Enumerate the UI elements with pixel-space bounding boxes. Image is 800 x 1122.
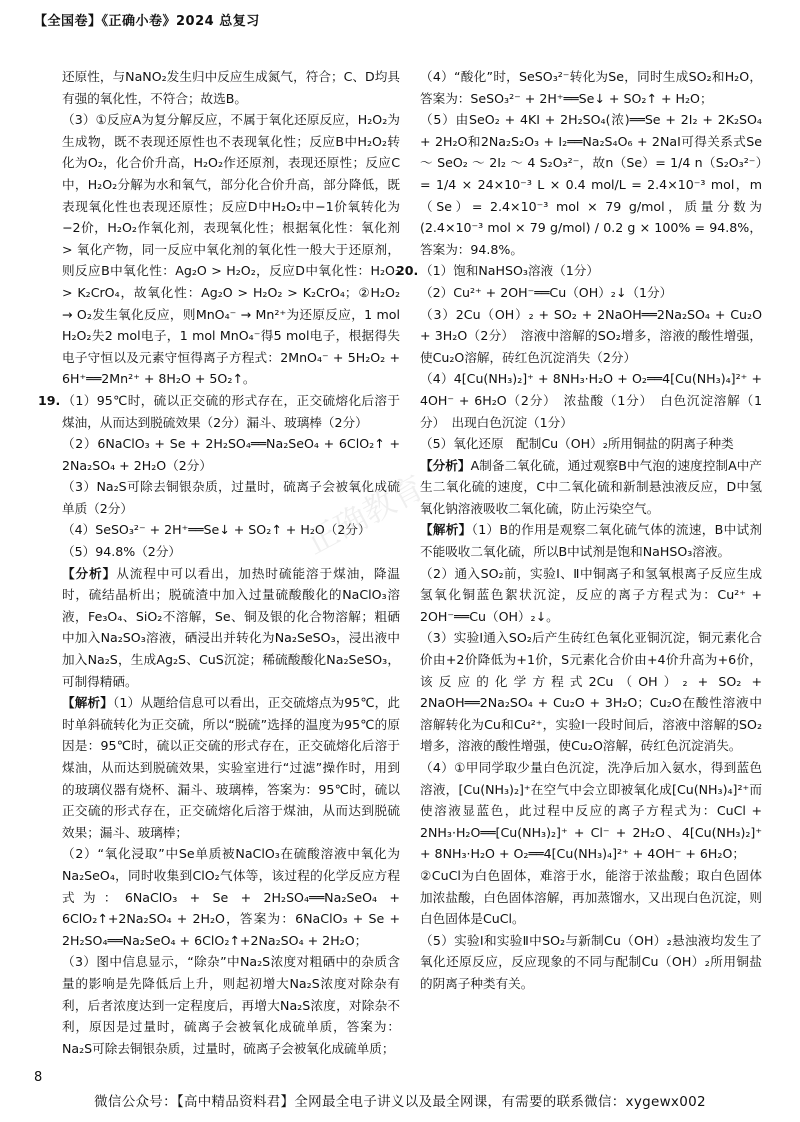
paragraph-text: （3）Na₂S可除去铜银杂质，过量时，硫离子会被氧化成硫单质（2分） (62, 479, 400, 516)
paragraph (38, 390, 400, 433)
paragraph (62, 433, 400, 476)
section-label: 【解析】 (420, 522, 472, 538)
paragraph (420, 519, 762, 562)
paragraph-text: （2）6NaClO₃ + Se + 2H₂SO₄══Na₂SeO₄ + 6ClO₂↑ + 2Na₂SO₄ + 2H₂O（2分） (62, 436, 400, 473)
paragraph (420, 282, 762, 304)
paragraph (420, 865, 762, 930)
paragraph (420, 66, 762, 109)
page-header: 【全国卷】《正确小卷》2024 总复习 (34, 14, 260, 29)
paragraph (420, 455, 762, 520)
paragraph (420, 109, 762, 260)
paragraph (420, 368, 762, 433)
paragraph-text: （3）图中信息显示，“除杂”中Na₂S浓度对粗硒中的杂质含量的影响是先降低后上升，则起初增大Na₂S浓度对除杂有利，后者浓度达到一定程度后，再增大Na₂S浓度，对除杂不利，原因是过量时，硫离子会被氧化成硫单质，答案为：Na₂S可除去铜银杂质，过量时，硫离子会被氧化成硫单质； (62, 954, 400, 1056)
paragraph-text: （3）实验Ⅰ通入SO₂后产生砖红色氧化亚铜沉淀，铜元素化合价由+2价降低为+1价，S元素化合价由+4价升高为+6价，该反应的化学方程式2Cu（OH）₂ + SO₂ + 2NaOH══2Na₂SO₄ + Cu₂O + 3H₂O；Cu₂O在酸性溶液中溶解转化为Cu和Cu²⁺，实验Ⅰ一段时间后，溶液中溶解的SO₂增多，溶液的酸性增强，使Cu₂O溶解，砖红色沉淀消失。 (420, 630, 762, 754)
paragraph-text: 还原性，与NaNO₂发生归中反应生成氮气，符合；C、D均具有强的氧化性，不符合；故选B。 (62, 69, 400, 106)
paragraph (62, 109, 400, 390)
paragraph-text: （2）通入SO₂前，实验Ⅰ、Ⅱ中铜离子和氢氧根离子反应生成氢氧化铜蓝色絮状沉淀，反应的离子方程式为：Cu²⁺ + 2OH⁻══Cu（OH）₂↓。 (420, 565, 762, 624)
paragraph (62, 476, 400, 519)
paragraph-text: （5）氧化还原 配制Cu（OH）₂所用铜盐的阴离子种类 (420, 436, 734, 452)
paragraph-text: ②CuCl为白色固体，难溶于水，能溶于浓盐酸；取白色固体加浓盐酸，白色固体溶解，再加蒸馏水，又出现白色沉淀，则白色固体是CuCl。 (420, 867, 762, 927)
section-label: 【解析】 (62, 695, 113, 711)
paragraph (420, 627, 762, 757)
footer-notice: 微信公众号：【高中精品资料君】全网最全电子讲义以及最全网课，有需要的联系微信：xygewx002 (94, 1094, 706, 1110)
paragraph (62, 519, 400, 541)
question-number: 20. (396, 263, 419, 279)
paragraph-text: （3）2Cu（OH）₂ + SO₂ + 2NaOH══2Na₂SO₄ + Cu₂O + 3H₂O（2分） 溶液中溶解的SO₂增多，溶液的酸性增强，使Cu₂O溶解，砖红色沉淀消失（2分） (420, 306, 762, 365)
paragraph (420, 563, 762, 628)
paragraph (62, 692, 400, 843)
paragraph (396, 260, 762, 282)
section-label: 【分析】 (420, 457, 471, 473)
paragraph-text: （4）4[Cu(NH₃)₂]⁺ + 8NH₃·H₂O + O₂══4[Cu(NH₃)₄]²⁺ + 4OH⁻ + 6H₂O（2分） 浓盐酸（1分） 白色沉淀溶解（1分） 出现白色沉淀（1分） (420, 371, 762, 430)
paragraph (62, 66, 400, 109)
paragraph-text: （1）B的作用是观察二氧化硫气体的流速，B中试剂不能吸收二氧化硫，所以B中试剂是饱和NaHSO₃溶液。 (420, 522, 763, 560)
paragraph-text: A制备二氧化硫，通过观察B中气泡的速度控制A中产生二氧化硫的速度，C中二氧化硫和新制悬浊液反应，D中氢氧化钠溶液吸收二氧化硫，防止污染空气。 (420, 457, 763, 516)
paragraph (420, 930, 762, 995)
paragraph-text: （3）①反应A为复分解反应，不属于氧化还原反应，H₂O₂为生成物，既不表现还原性也不表现氧化性；反应B中H₂O₂转化为O₂，化合价升高，H₂O₂作还原剂，表现还原性；反应C中，H₂O₂分解为水和氧气，部分化合价升高，部分降低，既表现氧化性也表现还原性；反应D中H₂O₂中−1价氧转化为−2价，H₂O₂作氧化剂，表现氧化性；根据氧化性：氧化剂 > 氧化产物，同一反应中氧化剂的氧化性一般大于还原剂，则反应B中氧化性：Ag₂O > H₂O₂，反应D中氧化性：H₂O₂ > K₂CrO₄，故氧化性：Ag₂O > H₂O₂ > K₂CrO₄；②H₂O₂ → O₂发生氧化反应，则MnO₄⁻ → Mn²⁺为还原反应，1 mol H₂O₂失2 mol电子，1 mol MnO₄⁻得5 mol电子，根据得失电子守恒以及元素守恒得离子方程式：2MnO₄⁻ + 5H₂O₂ + 6H⁺══2Mn²⁺ + 8H₂O + 5O₂↑。 (62, 112, 400, 387)
paragraph (62, 951, 400, 1059)
paragraph-text: （5）由SeO₂ + 4KI + 2H₂SO₄(浓)══Se + 2I₂ + 2K₂SO₄ + 2H₂O和2Na₂S₂O₃ + I₂══Na₂S₄O₆ + 2NaI可得关系式Se ～ SeO₂ ～ 2I₂ ～ 4 S₂O₃²⁻，故n（Se）= 1/4 n（S₂O₃²⁻）= 1/4 × 24×10⁻³ L × 0.4 mol/L = 2.4×10⁻³ mol，m（Se）= 2.4×10⁻³ mol × 79 g/mol，质量分数为 (2.4×10⁻³ mol × 79 g/mol) / 0.2 g × 100% = 94.8%，答案为：94.8%。 (420, 112, 762, 257)
paragraph (62, 563, 400, 693)
section-label: 【分析】 (62, 565, 117, 581)
paragraph-text: （1）95℃时，硫以正交硫的形式存在，正交硫熔化后溶于煤油，从而达到脱硫效果（2分）漏斗、玻璃棒（2分） (62, 392, 400, 430)
page-number: 8 (34, 1070, 43, 1085)
paragraph-text: （5）94.8%（2分） (62, 544, 182, 560)
paragraph (62, 541, 400, 563)
right-column (396, 66, 763, 995)
paragraph (420, 433, 762, 455)
paragraph-text: （1）饱和NaHSO₃溶液（1分） (420, 263, 599, 279)
paragraph-text: （4）“酸化”时，SeSO₃²⁻转化为Se，同时生成SO₂和H₂O，答案为：SeSO₃²⁻ + 2H⁺══Se↓ + SO₂↑ + H₂O； (420, 69, 762, 106)
watermark: 正确教育 (299, 467, 431, 562)
paragraph-text: （4）SeSO₃²⁻ + 2H⁺══Se↓ + SO₂↑ + H₂O（2分） (62, 522, 371, 538)
paragraph-text: （4）①甲同学取少量白色沉淀，洗净后加入氨水，得到蓝色溶液，[Cu(NH₃)₂]⁺在空气中会立即被氧化成[Cu(NH₃)₄]²⁺而使溶液显蓝色，此过程中反应的离子方程式为：CuCl + 2NH₃·H₂O══[Cu(NH₃)₂]⁺ + Cl⁻ + 2H₂O、4[Cu(NH₃)₂]⁺ + 8NH₃·H₂O + O₂══4[Cu(NH₃)₄]²⁺ + 4OH⁻ + 6H₂O； (420, 760, 762, 862)
paragraph (420, 757, 762, 865)
paragraph (62, 843, 400, 951)
paragraph-text: （5）实验Ⅰ和实验Ⅱ中SO₂与新制Cu（OH）₂悬浊液均发生了氧化还原反应，反应现象的不同与配制Cu（OH）₂所用铜盐的阴离子种类有关。 (420, 932, 762, 991)
paragraph (420, 304, 762, 369)
left-column (38, 66, 400, 1059)
question-number: 19. (38, 392, 61, 408)
paragraph-text: （1）从题给信息可以看出，正交硫熔点为95℃，此时单斜硫转化为正交硫，所以“脱硫”选择的温度为95℃的原因是：95℃时，硫以正交硫的形式存在，正交硫熔化后溶于煤油，从而达到脱硫效果，实验室进行“过滤”操作时，用到的玻璃仪器有烧杯、漏斗、玻璃棒，答案为：95℃时，硫以正交硫的形式存在，正交硫熔化后溶于煤油，从而达到脱硫效果；漏斗、玻璃棒； (62, 695, 400, 840)
paragraph-text: 从流程中可以看出，加热时硫能溶于煤油，降温时，硫结晶析出；脱硫渣中加入过量硫酸酸化的NaClO₃溶液，Fe₃O₄、SiO₂不溶解，Se、铜及银的化合物溶解；粗硒中加入Na₂SO₃溶液，硒浸出并转化为Na₂SeSO₃，浸出液中加入Na₂S，生成Ag₂S、CuS沉淀；稀硫酸酸化Na₂SeSO₃，可制得精硒。 (62, 565, 400, 689)
paragraph-text: （2）Cu²⁺ + 2OH⁻══Cu（OH）₂↓（1分） (420, 284, 673, 300)
paragraph-text: （2）“氧化浸取”中Se单质被NaClO₃在硫酸溶液中氧化为Na₂SeO₄，同时收集到ClO₂气体等，该过程的化学反应方程式为：6NaClO₃ + Se + 2H₂SO₄══Na₂SeO₄ + 6ClO₂↑+2Na₂SO₄ + 2H₂O，答案为：6NaClO₃ + Se + 2H₂SO₄══Na₂SeO₄ + 6ClO₂↑+2Na₂SO₄ + 2H₂O； (62, 846, 400, 948)
